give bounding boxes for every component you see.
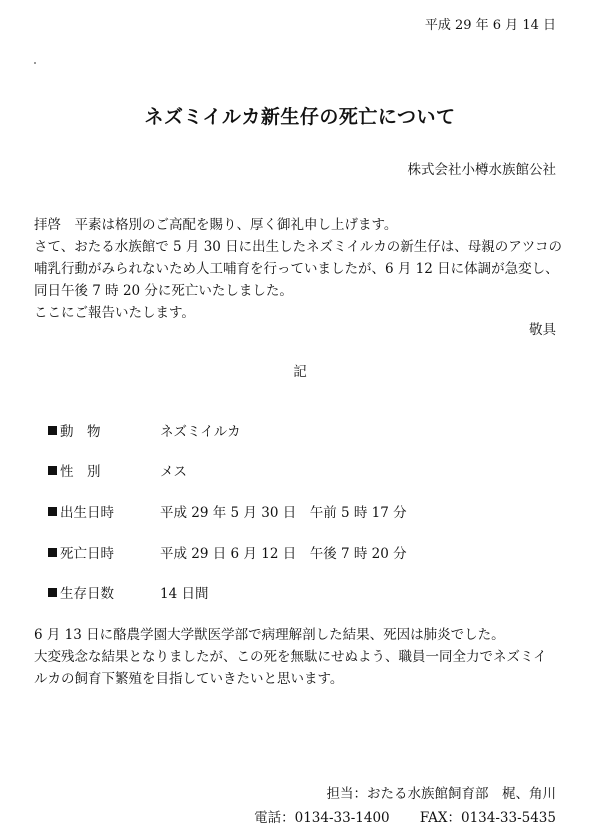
detail-item-survival [48, 582, 208, 602]
detail-label: 動 物 [60, 424, 101, 440]
company-name: 株式会社小樽水族館公社 [407, 162, 556, 178]
body-text [34, 214, 566, 324]
body-line: 哺乳行動がみられないため人工哺育を行っていましたが、6 月 12 日に体調が急変し、 [34, 261, 559, 277]
document-title: ネズミイルカ新生仔の死亡について [144, 106, 456, 128]
ki-heading: 記 [293, 364, 307, 380]
body-line: ここにご報告いたします。 [34, 305, 195, 321]
phone-number: 電話：0134-33-1400 [254, 810, 390, 826]
detail-value: 14 日間 [160, 586, 209, 602]
scan-speck [34, 62, 36, 64]
detail-item-sex [48, 460, 187, 480]
detail-value: ネズミイルカ [160, 424, 241, 440]
detail-value: 平成 29 年 5 月 30 日 午前 5 時 17 分 [160, 505, 407, 521]
detail-item-birth [48, 501, 407, 521]
contact-person: 担当：おたる水族館飼育部 梶、角川 [326, 786, 556, 802]
detail-item-animal [48, 420, 241, 440]
detail-label: 生存日数 [60, 586, 114, 602]
detail-value: メス [160, 464, 187, 480]
detail-value: 平成 29 日 6 月 12 日 午後 7 時 20 分 [160, 546, 407, 562]
summary-line: 6 月 13 日に酪農学園大学獣医学部で病理解剖した結果、死因は肺炎でした。 [34, 627, 505, 643]
body-line: 同日午後 7 時 20 分に死亡いたしました。 [34, 283, 293, 299]
detail-item-death [48, 542, 407, 562]
square-bullet-icon [48, 507, 57, 516]
square-bullet-icon [48, 588, 57, 597]
contact-numbers [254, 806, 556, 826]
fax-number: FAX：0134-33-5435 [419, 810, 556, 826]
square-bullet-icon [48, 426, 57, 435]
document-date: 平成 29 年 6 月 14 日 [424, 18, 556, 33]
summary-line: 大変残念な結果となりましたが、この死を無駄にせぬよう、職員一同全力でネズミイ [34, 649, 547, 665]
square-bullet-icon [48, 466, 57, 475]
detail-label: 死亡日時 [60, 546, 114, 562]
body-line: 拝啓 平素は格別のご高配を賜り、厚く御礼申し上げます。 [34, 217, 398, 233]
body-line: さて、おたる水族館で 5 月 30 日に出生したネズミイルカの新生仔は、母親のアツコの [34, 239, 562, 255]
detail-label: 性 別 [60, 464, 101, 480]
detail-label: 出生日時 [60, 505, 114, 521]
summary-text [34, 624, 566, 690]
square-bullet-icon [48, 548, 57, 557]
closing-word: 敬具 [529, 322, 556, 338]
summary-line: ルカの飼育下繁殖を目指していきたいと思います。 [34, 671, 344, 687]
